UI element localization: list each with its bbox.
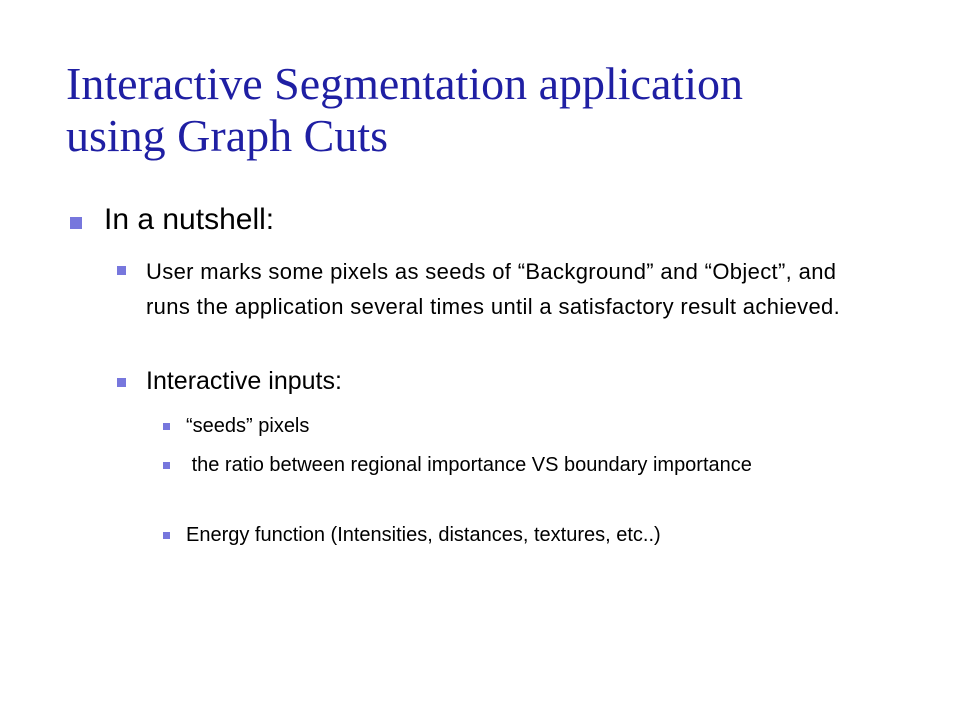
square-bullet-icon xyxy=(117,378,126,387)
bullet-in-a-nutshell: In a nutshell: xyxy=(104,203,275,236)
bullet-seeds-pixels: “seeds” pixels xyxy=(186,415,310,437)
square-bullet-icon xyxy=(163,462,170,469)
slide-title-line-2: using Graph Cuts xyxy=(66,110,388,161)
bullet-user-marks-pixels: User marks some pixels as seeds of “Background” and “Object”, and runs the application several times until a satisfactory result achieved. xyxy=(146,259,841,319)
square-bullet-icon xyxy=(70,217,82,229)
square-bullet-icon xyxy=(163,532,170,539)
bullet-energy-function: Energy function (Intensities, distances, textures, etc..) xyxy=(186,524,661,546)
bullet-ratio-importance: the ratio between regional importance VS boundary importance xyxy=(186,454,752,476)
square-bullet-icon xyxy=(163,423,170,430)
square-bullet-icon xyxy=(117,266,126,275)
bullet-interactive-inputs: Interactive inputs: xyxy=(146,367,342,395)
slide-title-line-1: Interactive Segmentation application xyxy=(66,58,743,109)
